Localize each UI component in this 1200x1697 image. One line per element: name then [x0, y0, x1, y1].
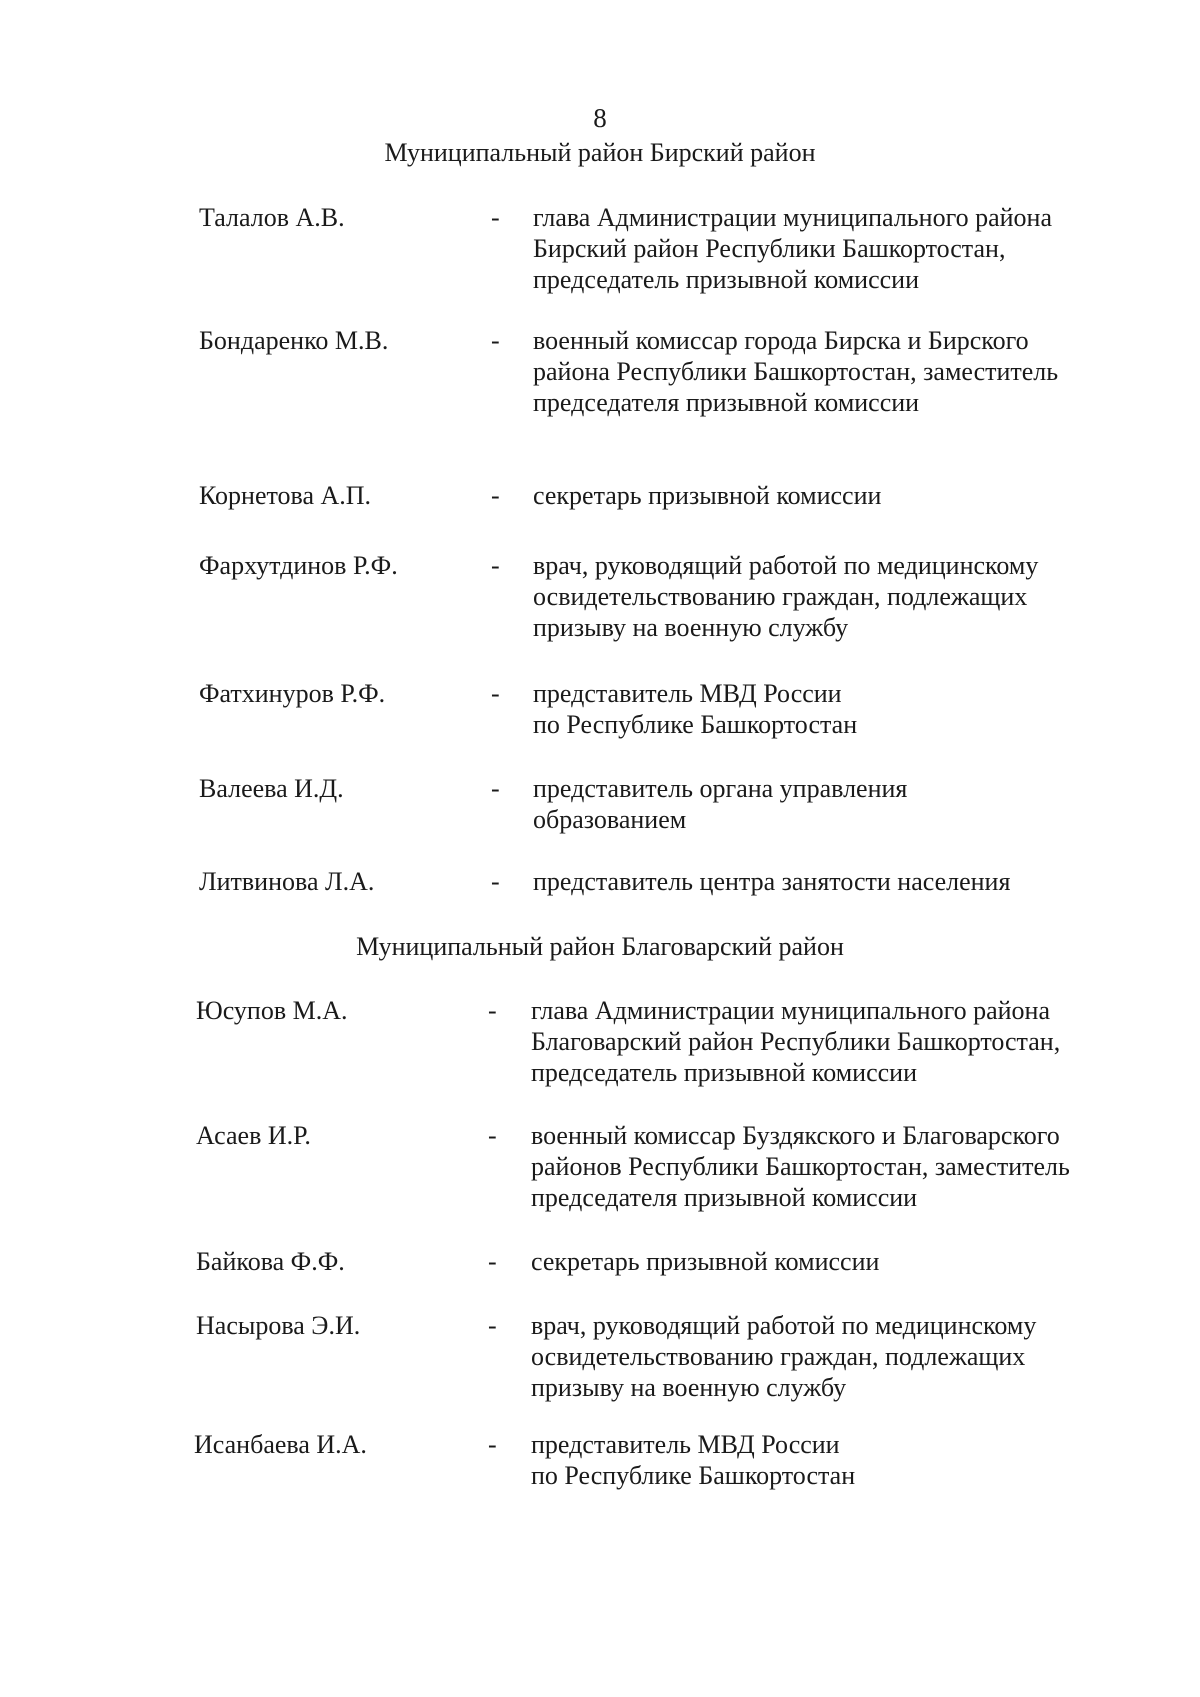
- member-name: Насырова Э.И.: [196, 1311, 361, 1340]
- role-line: освидетельствованию граждан, подлежащих: [531, 1342, 1026, 1371]
- member-role: [531, 1120, 1131, 1213]
- role-line: представитель органа управления: [533, 774, 908, 803]
- section-title-blagovar: Муниципальный район Благоварский район: [356, 932, 844, 961]
- role-line: секретарь призывной комиссии: [531, 1247, 880, 1276]
- role-line: глава Администрации муниципального района: [531, 996, 1050, 1025]
- role-line: врач, руководящий работой по медицинскому: [531, 1311, 1037, 1340]
- member-dash: -: [491, 551, 500, 580]
- member-name: Фархутдинов Р.Ф.: [199, 551, 398, 580]
- member-role: [531, 1310, 1131, 1403]
- role-line: глава Администрации муниципального района: [533, 203, 1052, 232]
- member-dash: -: [488, 996, 497, 1025]
- role-line: представитель МВД России: [533, 679, 842, 708]
- member-dash: -: [488, 1311, 497, 1340]
- role-line: военный комиссар города Бирска и Бирского: [533, 326, 1029, 355]
- page-number: 8: [593, 103, 607, 133]
- member-name: Асаев И.Р.: [196, 1121, 311, 1150]
- role-line: председателя призывной комиссии: [531, 1183, 918, 1212]
- role-line: освидетельствованию граждан, подлежащих: [533, 582, 1028, 611]
- member-role: [533, 480, 1133, 511]
- member-name: Фатхинуров Р.Ф.: [199, 679, 386, 708]
- role-line: секретарь призывной комиссии: [533, 481, 882, 510]
- member-dash: -: [488, 1430, 497, 1459]
- member-role: [533, 678, 1133, 740]
- member-name: Валеева И.Д.: [199, 774, 344, 803]
- role-line: призыву на военную службу: [531, 1373, 847, 1402]
- role-line: районов Республики Башкортостан, заместитель: [531, 1152, 1070, 1181]
- role-line: председателя призывной комиссии: [533, 388, 920, 417]
- member-name: Исанбаева И.А.: [194, 1430, 367, 1459]
- member-role: [533, 325, 1133, 418]
- member-name: Бондаренко М.В.: [199, 326, 389, 355]
- member-name: Талалов А.В.: [199, 203, 345, 232]
- role-line: призыву на военную службу: [533, 613, 849, 642]
- member-role: [533, 773, 1133, 835]
- member-role: [533, 550, 1133, 643]
- member-dash: -: [491, 203, 500, 232]
- member-dash: -: [488, 1247, 497, 1276]
- member-dash: -: [488, 1121, 497, 1150]
- role-line: Благоварский район Республики Башкортостан,: [531, 1027, 1061, 1056]
- member-name: Юсупов М.А.: [196, 996, 348, 1025]
- role-line: образованием: [533, 805, 687, 834]
- role-line: по Республике Башкортостан: [533, 710, 858, 739]
- member-role: [533, 202, 1133, 295]
- role-line: района Республики Башкортостан, заместитель: [533, 357, 1059, 386]
- member-dash: -: [491, 326, 500, 355]
- member-role: [531, 1429, 1131, 1491]
- member-name: Корнетова А.П.: [199, 481, 372, 510]
- member-role: [531, 1246, 1131, 1277]
- member-name: Байкова Ф.Ф.: [196, 1247, 345, 1276]
- member-dash: -: [491, 481, 500, 510]
- member-dash: -: [491, 679, 500, 708]
- role-line: военный комиссар Буздякского и Благоварского: [531, 1121, 1060, 1150]
- section-title-birsk: Муниципальный район Бирский район: [384, 138, 816, 167]
- member-name: Литвинова Л.А.: [199, 867, 375, 896]
- role-line: врач, руководящий работой по медицинскому: [533, 551, 1039, 580]
- member-role: [531, 995, 1131, 1088]
- role-line: председатель призывной комиссии: [533, 265, 919, 294]
- role-line: по Республике Башкортостан: [531, 1461, 856, 1490]
- member-dash: -: [491, 774, 500, 803]
- role-line: Бирский район Республики Башкортостан,: [533, 234, 1006, 263]
- role-line: председатель призывной комиссии: [531, 1058, 917, 1087]
- role-line: представитель МВД России: [531, 1430, 840, 1459]
- member-role: [533, 866, 1133, 897]
- role-line: представитель центра занятости населения: [533, 867, 1011, 896]
- member-dash: -: [491, 867, 500, 896]
